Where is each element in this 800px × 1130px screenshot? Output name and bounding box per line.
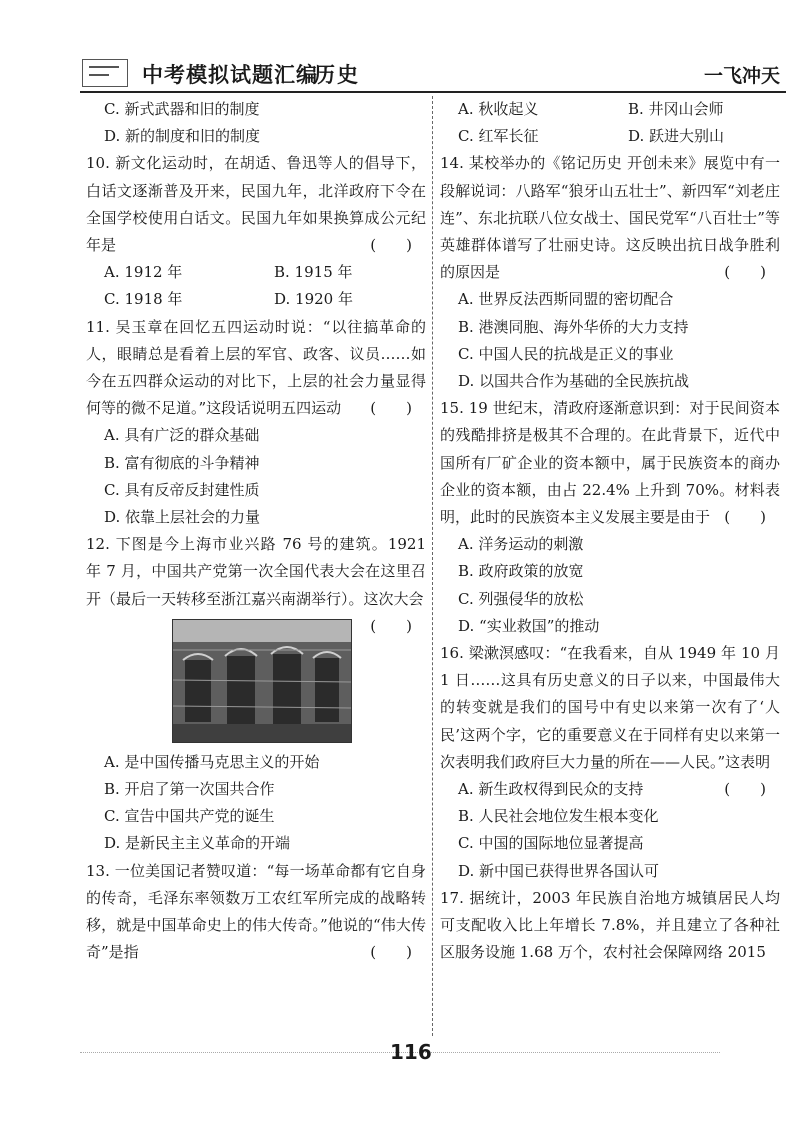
question-14 bbox=[440, 150, 780, 395]
q14-answer-bracket: ( ) bbox=[724, 263, 766, 282]
q16-option-a: A. 新生政权得到民众的支持 bbox=[458, 780, 644, 799]
q13-option-b: B. 井冈山会师 bbox=[628, 100, 724, 118]
q12-option-d: D. 是新民主主义革命的开端 bbox=[104, 834, 291, 853]
q10-stem: 10. 新文化运动时，在胡适、鲁迅等人的倡导下，白话文逐渐普及开来，民国九年，北洋政府下令在全国学校使用白话文。民国九年如果换算成公元纪年是 ( ) bbox=[86, 150, 426, 259]
book-logo-icon bbox=[82, 59, 128, 87]
q16-option-d: D. 新中国已获得世界各国认可 bbox=[458, 861, 660, 880]
q10-options bbox=[86, 259, 426, 313]
q13-option-a: A. 秋收起义 bbox=[458, 100, 539, 118]
q13-option-d: D. 跃进大别山 bbox=[628, 127, 725, 146]
q13-options bbox=[440, 96, 780, 150]
q13-stem: 13. 一位美国记者赞叹道：“每一场革命都有它自身的传奇，毛泽东率领数万工农红军所完成的战略转移，就是中国革命史上的伟大传奇。”他说的“伟大传奇”是指 ( ) bbox=[86, 858, 426, 967]
q15-option-c: C. 列强侵华的放松 bbox=[458, 589, 584, 608]
shikumen-building-illustration bbox=[173, 620, 351, 742]
column-divider bbox=[432, 96, 433, 1036]
q11-answer-bracket: ( ) bbox=[370, 399, 412, 418]
q15-option-a: A. 洋务运动的刺激 bbox=[458, 535, 584, 554]
q17-stem: 17. 据统计，2003 年民族自治地方城镇居民人均可支配收入比上年增长 7.8%，并且建立了各种社区服务设施 1.68 万个，农村社会保障网络 2015 bbox=[440, 888, 780, 962]
q12-options bbox=[86, 749, 426, 858]
q11-option-a: A. 具有广泛的群众基础 bbox=[104, 426, 260, 445]
q10-option-a: A. 1912 年 bbox=[104, 263, 183, 282]
q14-stem: 14. 某校举办的《铭记历史 开创未来》展览中有一段解说词：八路军“狼牙山五壮士”、新四军“刘老庄连”、东北抗联八位女战士、国民党军“八百壮士”等英雄群体谱写了壮丽史诗。这反映出抗日战争胜利的原因是 ( ) bbox=[440, 150, 780, 286]
q14-options bbox=[440, 286, 780, 395]
q15-option-b: B. 政府政策的放宽 bbox=[458, 562, 584, 581]
page-number: 116 bbox=[390, 1040, 432, 1064]
left-column bbox=[86, 96, 426, 966]
book-title: 中考模拟试题汇编 bbox=[142, 62, 318, 87]
question-17 bbox=[440, 885, 780, 967]
q16-stem: 16. 梁漱溟感叹：“在我看来，自从 1949 年 10 月 1 日……这具有历史意义的日子以来，中国最伟大的转变就是我们的国号中有史以来第一次有了‘人民’这两个字，它的重要意义在于同样有史以来第一次表明我们政府巨大力量的所在——人民。”这表明 ( ) bbox=[440, 640, 780, 776]
q16-option-c: C. 中国的国际地位显著提高 bbox=[458, 834, 644, 853]
q14-option-d: D. 以国共合作为基础的全民族抗战 bbox=[458, 372, 690, 391]
question-15 bbox=[440, 395, 780, 640]
q13-answer-bracket: ( ) bbox=[370, 943, 412, 962]
q11-options bbox=[86, 422, 426, 531]
q12-option-b: B. 开启了第一次国共合作 bbox=[104, 780, 275, 799]
q9-option-d: D. 新的制度和旧的制度 bbox=[104, 127, 261, 146]
q14-option-b: B. 港澳同胞、海外华侨的大力支持 bbox=[458, 317, 689, 336]
q12-stem: 12. 下图是今上海市业兴路 76 号的建筑。1921 年 7 月，中国共产党第一次全国代表大会在这里召开（最后一天转移至浙江嘉兴南湖举行）。这次大会 ( ) bbox=[86, 531, 426, 613]
building-photo-image bbox=[172, 619, 352, 743]
q15-stem: 15. 19 世纪末，清政府逐渐意识到：对于民间资本的残酷排挤是极其不合理的。在此背景下，近代中国所有厂矿企业的资本额中，属于民族资本的商办企业的资本额，由占 22.4% 上升到 70%。材料表明，此时的民族资本主义发展主要是由于 ( ) bbox=[440, 395, 780, 531]
q11-option-b: B. 富有彻底的斗争精神 bbox=[104, 453, 260, 472]
q9-option-c: C. 新式武器和旧的制度 bbox=[104, 100, 260, 118]
question-13 bbox=[86, 858, 426, 967]
q10-option-b: B. 1915 年 bbox=[274, 263, 353, 282]
q11-option-d: D. 依靠上层社会的力量 bbox=[104, 508, 261, 527]
right-column bbox=[440, 96, 780, 967]
page-header bbox=[80, 55, 786, 93]
q15-answer-bracket: ( ) bbox=[724, 508, 766, 527]
q15-options bbox=[440, 531, 780, 640]
question-10 bbox=[86, 150, 426, 313]
q14-option-c: C. 中国人民的抗战是正义的事业 bbox=[458, 344, 674, 363]
q10-option-c: C. 1918 年 bbox=[104, 290, 183, 309]
q11-stem: 11. 吴玉章在回忆五四运动时说：“以往搞革命的人，眼睛总是看着上层的军官、政客、议员……如今在五四群众运动的对比下，上层的社会力量显得何等的微不足道。”这段话说明五四运动 ( ) bbox=[86, 314, 426, 423]
brand-name: 一飞冲天 bbox=[703, 65, 780, 87]
question-12 bbox=[86, 531, 426, 857]
q12-answer-bracket: ( ) bbox=[370, 616, 412, 635]
q16-answer-bracket: ( ) bbox=[724, 780, 766, 799]
q12-option-a: A. 是中国传播马克思主义的开始 bbox=[104, 752, 320, 771]
q11-option-c: C. 具有反帝反封建性质 bbox=[104, 480, 260, 499]
question-11 bbox=[86, 314, 426, 532]
q15-option-d: D. “实业救国”的推动 bbox=[458, 616, 600, 635]
q12-option-c: C. 宣告中国共产党的诞生 bbox=[104, 807, 275, 826]
question-16 bbox=[440, 640, 780, 885]
subject-title: 历史 bbox=[314, 62, 360, 87]
question-9-tail bbox=[86, 96, 426, 150]
q10-option-d: D. 1920 年 bbox=[274, 290, 353, 309]
q10-answer-bracket: ( ) bbox=[370, 236, 412, 255]
q14-option-a: A. 世界反法西斯同盟的密切配合 bbox=[458, 290, 674, 309]
q13-option-c: C. 红军长征 bbox=[458, 127, 539, 146]
q16-option-b: B. 人民社会地位发生根本变化 bbox=[458, 807, 659, 826]
